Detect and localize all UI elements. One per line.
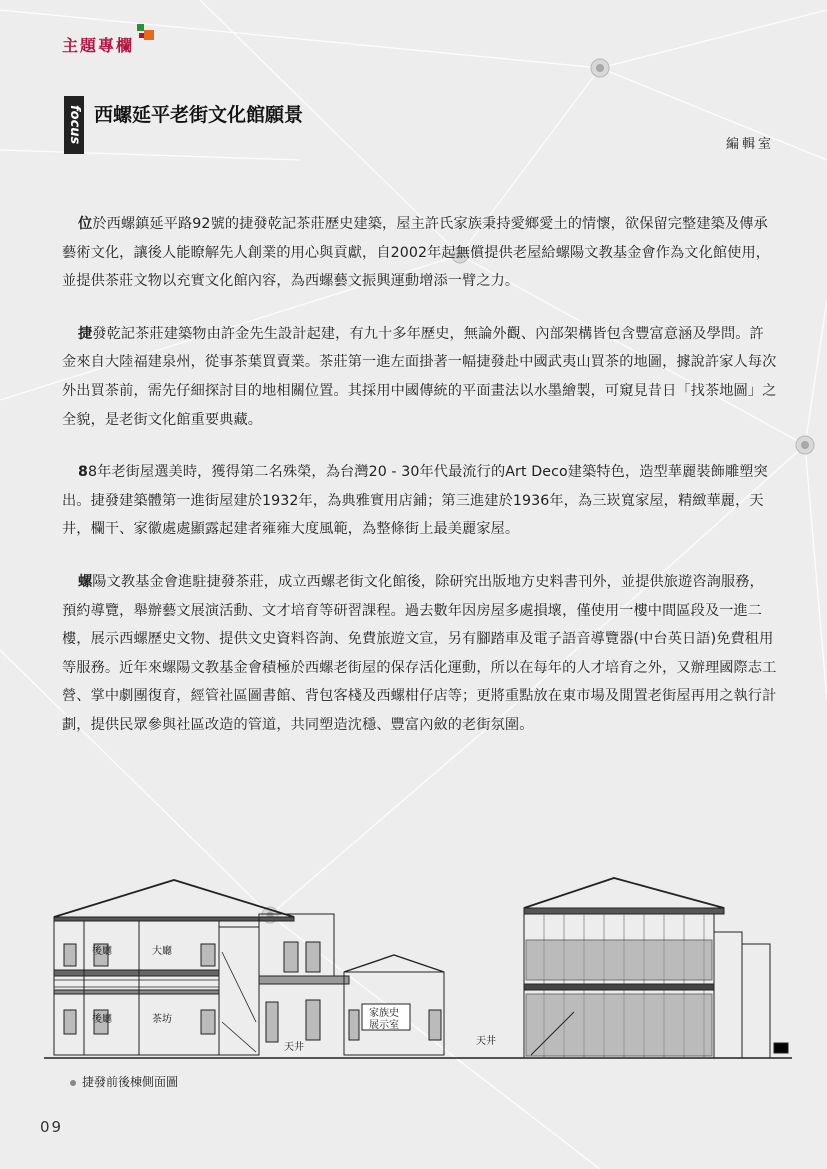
label-courtyard-left: 天井 xyxy=(284,1042,304,1053)
article-author: 編輯室 xyxy=(725,137,774,152)
label-main-hall: 大廳 xyxy=(152,946,172,957)
paragraph-lead: 螺 xyxy=(78,573,93,590)
label-courtyard-right: 天井 xyxy=(476,1036,496,1047)
paragraph-text: 8年老街屋選美時，獲得第二名殊榮，為台灣20 - 30年代最流行的Art Deco建築特色，造型華麗裝飾雕塑突出。捷發建築體第一進街屋建於1932年，為典雅實用店鋪；第三進建於1936年，為三崁寬家屋，精緻華麗，天井，欄干、家徽處處顯露起建者雍雍大度風範，為整條街上最美麗家屋。 xyxy=(62,464,768,538)
page-number: 09 xyxy=(40,1118,64,1136)
paragraph-lead: 位 xyxy=(78,216,93,232)
figure-caption xyxy=(70,1073,178,1090)
paragraph-3 xyxy=(62,458,778,544)
building-section-drawing xyxy=(44,872,792,1064)
paragraph-1 xyxy=(62,210,778,296)
caption-text: 捷發前後棟側面圖 xyxy=(82,1075,179,1089)
label-rear-hall-upper: 後廳 xyxy=(92,946,112,957)
section-logo-squares xyxy=(137,24,155,42)
paragraph-text: 於西螺鎮延平路92號的捷發乾記茶莊歷史建築，屋主許氏家族秉持愛鄉愛土的情懷，欲保留完整建築及傳承藝術文化，讓後人能瞭解先人創業的用心與貢獻，自2002年起無償提供老屋給螺陽文教基金會作為文化館使用，並提供茶莊文物以充實文化館內容，為西螺藝文振興運動增添一臂之力。 xyxy=(62,216,771,290)
bullet-icon xyxy=(70,1080,76,1086)
label-rear-hall-lower: 後廳 xyxy=(92,1014,112,1025)
paragraph-text: 發乾記茶莊建築物由許金先生設計起建，有九十多年歷史，無論外觀、內部架構皆包含豐富意涵及學問。許金來自大陸福建泉州，從事茶葉買賣業。茶莊第一進左面掛著一幅捷發赴中國武夷山買茶的地圖，據說許家人每次外出買茶前，需先仔細探討目的地相關位置。其採用中國傳統的平面畫法以水墨繪製，可窺見昔日「找茶地圖」之全貌，是老街文化館重要典藏。 xyxy=(62,325,777,428)
paragraph-4 xyxy=(62,568,778,740)
label-family-history-2: 展示室 xyxy=(369,1020,399,1031)
article-title: 西螺延平老街文化館願景 xyxy=(94,104,304,126)
paragraph-2 xyxy=(62,320,778,434)
paragraph-text: 陽文教基金會進駐捷發茶莊，成立西螺老街文化館後，除研究出版地方史料書刊外，並提供旅遊咨詢服務，預約導覽，舉辦藝文展演活動、文才培育等研習課程。過去數年因房屋多處損壞，僅使用一樓中間區段及一進二樓，展示西螺歷史文物、提供文史資料咨詢、免費旅遊文宣，另有腳踏車及電子語音導覽器(中台英日語)免費租用等服務。近年來螺陽文教基金會積極於西螺老街屋的保存活化運動，所以在每年的人才培育之外，又辦理國際志工營、掌中劇團復育，經管社區圖書館、背包客棧及西螺柑仔店等；更將重點放在東市場及閒置老街屋再用之執行計劃，提供民眾參與社區改造的管道，共同塑造沈穩、豐富內斂的老街氛圍。 xyxy=(62,573,777,733)
article-body xyxy=(62,210,778,764)
focus-tab: focus xyxy=(64,96,84,154)
label-family-history-1: 家族史 xyxy=(369,1008,399,1019)
paragraph-lead: 捷 xyxy=(78,325,93,342)
label-tea-room: 茶坊 xyxy=(152,1014,172,1025)
paragraph-lead: 8 xyxy=(78,464,88,481)
section-label: 主題專欄 xyxy=(62,36,135,55)
